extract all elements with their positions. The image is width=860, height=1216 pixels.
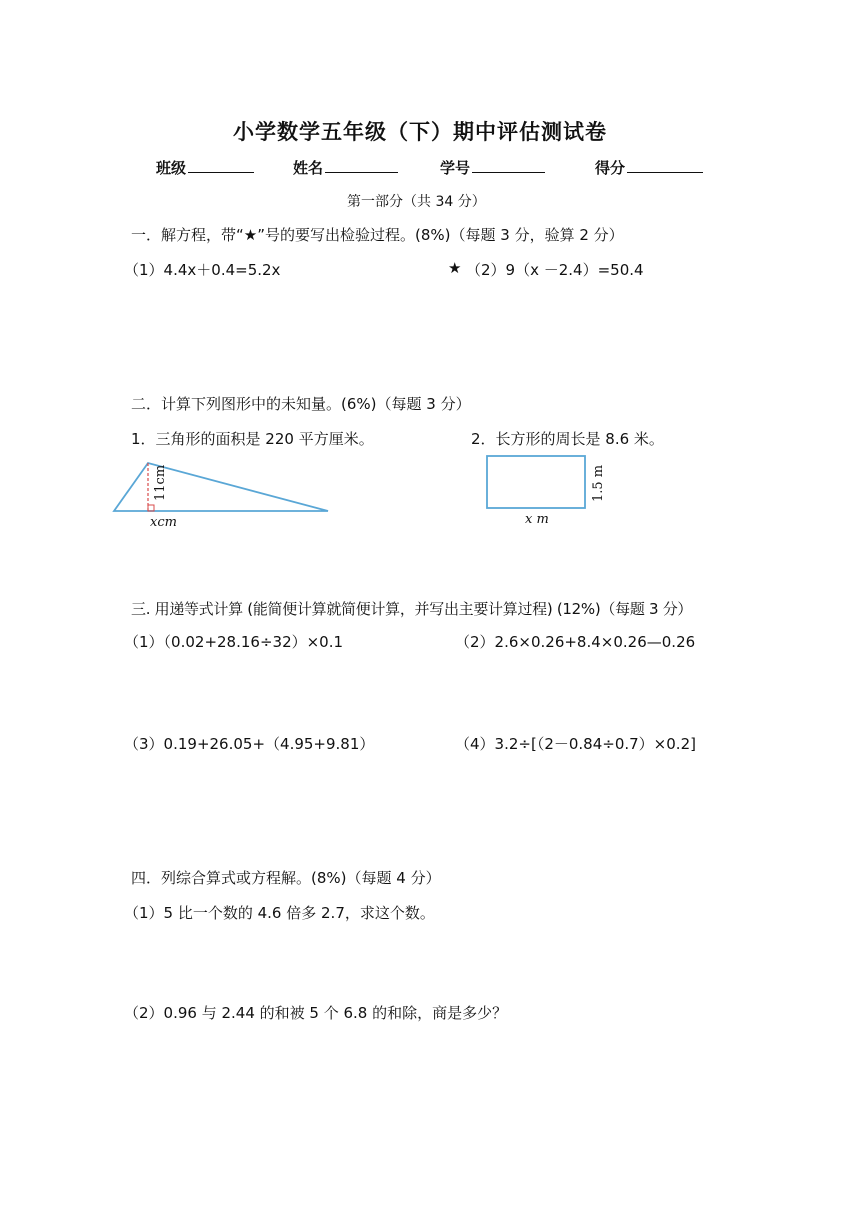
name-label: 姓名 — [293, 159, 324, 177]
rectangle-side-label: 1.5 m — [591, 464, 606, 502]
id-field — [440, 157, 545, 178]
name-field — [293, 157, 398, 178]
triangle-base-label: xcm — [150, 515, 177, 530]
section-4-q2: （2）0.96 与 2.44 的和被 5 个 6.8 的和除，商是多少？ — [124, 1004, 508, 1022]
section-2-q1: 1．三角形的面积是 220 平方厘米。 — [131, 430, 374, 448]
section-1-q2: （2）9（x －2.4）=50.4 — [466, 261, 644, 279]
rectangle-figure — [480, 450, 610, 530]
class-blank[interactable] — [188, 158, 254, 173]
part-one-label: 第一部分（共 34 分） — [347, 194, 486, 210]
section-4-q1: （1）5 比一个数的 4.6 倍多 2.7，求这个数。 — [124, 904, 435, 922]
section-4-heading: 四．列综合算式或方程解。(8%)（每题 4 分） — [131, 869, 441, 887]
triangle-height-label: 11cm — [153, 464, 168, 501]
section-1-q1: （1）4.4x＋0.4=5.2x — [124, 261, 281, 279]
id-blank[interactable] — [472, 158, 545, 173]
rectangle-shape — [487, 456, 585, 508]
score-label: 得分 — [595, 159, 626, 177]
class-label: 班级 — [156, 159, 187, 177]
section-2-q2: 2．长方形的周长是 8.6 米。 — [471, 430, 664, 448]
name-blank[interactable] — [325, 158, 398, 173]
section-1-heading: 一．解方程，带“★”号的要写出检验过程。(8%)（每题 3 分，验算 2 分） — [131, 226, 624, 244]
star-icon: ★ — [448, 259, 462, 277]
section-3-q1: （1）（0.02+28.16÷32）×0.1 — [124, 633, 344, 651]
score-field — [595, 157, 703, 178]
page-title: 小学数学五年级（下）期中评估测试卷 — [233, 120, 607, 144]
section-2-heading: 二．计算下列图形中的未知量。(6%)（每题 3 分） — [131, 395, 471, 413]
id-label: 学号 — [440, 159, 471, 177]
rectangle-base-label: x m — [525, 512, 549, 527]
score-blank[interactable] — [627, 158, 703, 173]
section-3-q4: （4）3.2÷[（2－0.84÷0.7）×0.2] — [455, 735, 696, 753]
triangle-figure — [108, 455, 338, 535]
section-3-q3: （3）0.19+26.05+（4.95+9.81） — [124, 735, 375, 753]
section-3-q2: （2）2.6×0.26+8.4×0.26—0.26 — [455, 633, 696, 651]
triangle-shape — [114, 463, 328, 511]
class-field — [156, 157, 254, 178]
section-3-heading: 三. 用递等式计算 (能简便计算就简便计算，并写出主要计算过程) (12%)（每题 3 分） — [131, 600, 693, 618]
